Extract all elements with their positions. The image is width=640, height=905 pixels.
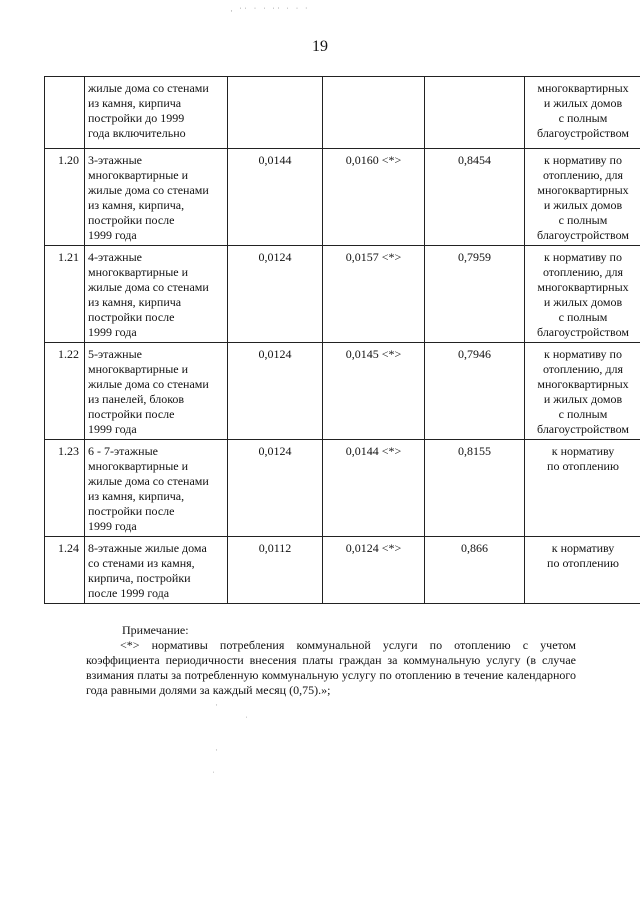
scan-artifact: ˈ: [245, 715, 248, 725]
cell-value-2: [323, 246, 425, 343]
row-number-text: 1.24: [58, 541, 79, 555]
value-2-text: 0,0124 <*>: [345, 541, 402, 555]
building-type-text: 6 - 7-этажные многоквартирные и жилые дома со стенами из камня, кирпича, постройки после 1999 года: [88, 444, 209, 533]
value-3-text: 0,8155: [458, 444, 491, 458]
value-3-text: 0,7959: [458, 250, 491, 264]
note-text: многоквартирных и жилых домов с полным благоустройством: [537, 81, 629, 140]
cell-value-2: [323, 440, 425, 537]
value-2-text: 0,0144 <*>: [345, 444, 402, 458]
cell-value-3: [425, 246, 525, 343]
cell-value-3: [425, 149, 525, 246]
cell-row-number: [45, 537, 85, 604]
cell-value-1: [228, 343, 323, 440]
cell-note: [525, 343, 640, 440]
cell-building-type: [85, 537, 228, 604]
row-number-text: 1.22: [58, 347, 79, 361]
building-type-text: 5-этажные многоквартирные и жилые дома со стенами из панелей, блоков постройки после 1999 года: [88, 347, 209, 436]
cell-row-number: [45, 149, 85, 246]
table-body: [45, 77, 640, 604]
scan-artifact-top: · ˈˈ ˈ ˈ ˈ˙ ˈ ˈ ˙: [230, 6, 310, 16]
scan-artifact: ˈ: [212, 770, 215, 780]
building-type-text: 4-этажные многоквартирные и жилые дома со стенами из камня, кирпича постройки после 1999 года: [88, 250, 209, 339]
table-row: [45, 246, 640, 343]
cell-value-1: [228, 440, 323, 537]
cell-value-2: [323, 77, 425, 149]
footnote-text: <*> нормативы потребления коммунальной услуги по отоплению с учетом коэффициента периодичности внесения платы граждан за коммунальную услугу (в случае взимания платы за потребленную коммунальную услугу по отоплению в течение календарного года равными долями за каждый месяц (0,75).»;: [86, 638, 576, 697]
row-number-text: 1.21: [58, 250, 79, 264]
footnote-block: [86, 623, 576, 698]
cell-building-type: [85, 77, 228, 149]
cell-value-2: [323, 537, 425, 604]
cell-building-type: [85, 246, 228, 343]
cell-value-1: [228, 149, 323, 246]
value-3-text: 0,7946: [458, 347, 491, 361]
cell-building-type: [85, 149, 228, 246]
norms-table: [44, 76, 640, 604]
value-1-text: 0,0124: [258, 347, 292, 361]
cell-row-number: [45, 440, 85, 537]
value-3-text: 0,866: [461, 541, 488, 555]
table-row: [45, 537, 640, 604]
note-text: к нормативу по отоплению, для многоквартирных и жилых домов с полным благоустройством: [537, 153, 629, 242]
value-3-text: 0,8454: [458, 153, 491, 167]
value-2-text: 0,0145 <*>: [345, 347, 402, 361]
table-row: [45, 149, 640, 246]
scan-artifact: ·: [215, 700, 218, 710]
note-text: к нормативу по отоплению, для многоквартирных и жилых домов с полным благоустройством: [537, 347, 629, 436]
cell-value-2: [323, 149, 425, 246]
table-row: [45, 343, 640, 440]
building-type-text: 8-этажные жилые дома со стенами из камня, кирпича, постройки после 1999 года: [88, 541, 207, 600]
cell-note: [525, 246, 640, 343]
building-type-text: жилые дома со стенами из камня, кирпича постройки до 1999 года включительно: [88, 81, 209, 140]
cell-value-1: [228, 77, 323, 149]
cell-row-number: [45, 246, 85, 343]
value-2-text: 0,0160 <*>: [345, 153, 402, 167]
cell-value-2: [323, 343, 425, 440]
note-text: к нормативу по отоплению: [547, 444, 619, 473]
value-1-text: 0,0124: [258, 250, 292, 264]
cell-value-3: [425, 537, 525, 604]
value-1-text: 0,0112: [258, 541, 292, 555]
row-number-text: 1.20: [58, 153, 79, 167]
table-row: [45, 77, 640, 149]
cell-row-number: [45, 343, 85, 440]
building-type-text: 3-этажные многоквартирные и жилые дома со стенами из камня, кирпича, постройки после 1999 года: [88, 153, 209, 242]
cell-value-3: [425, 343, 525, 440]
value-1-text: 0,0124: [258, 444, 292, 458]
cell-note: [525, 440, 640, 537]
page-number: 19: [312, 38, 328, 55]
row-number-text: 1.23: [58, 444, 79, 458]
cell-value-3: [425, 77, 525, 149]
note-text: к нормативу по отоплению: [547, 541, 619, 570]
cell-note: [525, 149, 640, 246]
cell-note: [525, 537, 640, 604]
scan-artifact: ·: [215, 745, 218, 755]
cell-note: [525, 77, 640, 149]
table-row: [45, 440, 640, 537]
value-2-text: 0,0157 <*>: [345, 250, 402, 264]
cell-building-type: [85, 343, 228, 440]
cell-building-type: [85, 440, 228, 537]
cell-value-3: [425, 440, 525, 537]
footnote-title: Примечание:: [122, 623, 189, 637]
note-text: к нормативу по отоплению, для многоквартирных и жилых домов с полным благоустройством: [537, 250, 629, 339]
cell-value-1: [228, 246, 323, 343]
cell-row-number: [45, 77, 85, 149]
cell-value-1: [228, 537, 323, 604]
value-1-text: 0,0144: [258, 153, 292, 167]
